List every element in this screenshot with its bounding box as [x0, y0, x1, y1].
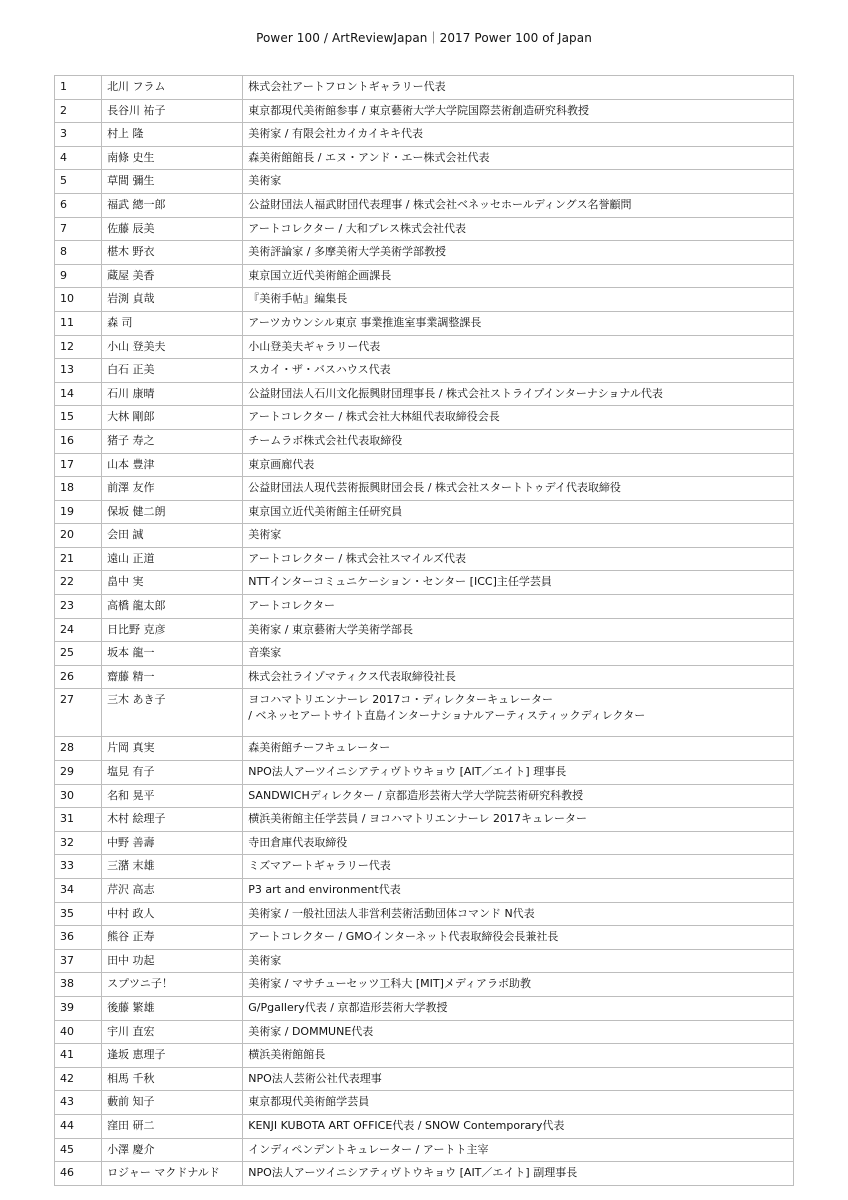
rank-cell: 35: [55, 902, 102, 926]
role-cell: NPO法人芸術公社代表理事: [243, 1067, 794, 1091]
name-cell: 高橋 龍太郎: [102, 595, 243, 619]
table-row: [55, 170, 794, 194]
rank-cell: 33: [55, 855, 102, 879]
rank-cell: 27: [55, 689, 102, 737]
table-row: [55, 500, 794, 524]
role-cell: SANDWICHディレクター / 京都造形芸術大学大学院芸術研究科教授: [243, 784, 794, 808]
name-cell: 蔵屋 美香: [102, 264, 243, 288]
rank-cell: 23: [55, 595, 102, 619]
name-cell: 石川 康晴: [102, 382, 243, 406]
role-cell: 東京画廊代表: [243, 453, 794, 477]
role-cell: 公益財団法人石川文化振興財団理事長 / 株式会社ストライプインターナショナル代表: [243, 382, 794, 406]
role-cell: 美術家: [243, 949, 794, 973]
name-cell: 長谷川 祐子: [102, 99, 243, 123]
name-cell: 山本 豊津: [102, 453, 243, 477]
name-cell: 藪前 知子: [102, 1091, 243, 1115]
rank-cell: 9: [55, 264, 102, 288]
name-cell: 中野 善壽: [102, 831, 243, 855]
table-row: [55, 784, 794, 808]
rank-cell: 20: [55, 524, 102, 548]
name-cell: 名和 晃平: [102, 784, 243, 808]
name-cell: 田中 功起: [102, 949, 243, 973]
name-cell: 三潴 末雄: [102, 855, 243, 879]
rank-cell: 38: [55, 973, 102, 997]
name-cell: 窪田 研二: [102, 1114, 243, 1138]
role-cell: 東京都現代美術館学芸員: [243, 1091, 794, 1115]
rank-cell: 44: [55, 1114, 102, 1138]
name-cell: 塩見 有子: [102, 761, 243, 785]
table-row: [55, 453, 794, 477]
name-cell: 大林 剛郎: [102, 406, 243, 430]
name-cell: 畠中 実: [102, 571, 243, 595]
table-row: [55, 1138, 794, 1162]
rank-cell: 37: [55, 949, 102, 973]
table-row: [55, 99, 794, 123]
rank-cell: 11: [55, 311, 102, 335]
table-row: [55, 1044, 794, 1068]
power-100-table: [54, 75, 794, 1186]
name-cell: 南條 史生: [102, 146, 243, 170]
name-cell: 会田 誠: [102, 524, 243, 548]
rank-cell: 25: [55, 642, 102, 666]
role-cell: 株式会社アートフロントギャラリー代表: [243, 76, 794, 100]
name-cell: 小山 登美夫: [102, 335, 243, 359]
name-cell: 中村 政人: [102, 902, 243, 926]
role-cell: 東京国立近代美術館企画課長: [243, 264, 794, 288]
name-cell: 村上 隆: [102, 123, 243, 147]
table-row: [55, 571, 794, 595]
name-cell: 後藤 繁雄: [102, 996, 243, 1020]
name-cell: 保坂 健二朗: [102, 500, 243, 524]
role-cell: 東京都現代美術館参事 / 東京藝術大学大学院国際芸術創造研究科教授: [243, 99, 794, 123]
role-cell: KENJI KUBOTA ART OFFICE代表 / SNOW Contemporary代表: [243, 1114, 794, 1138]
rank-cell: 17: [55, 453, 102, 477]
name-cell: 片岡 真実: [102, 737, 243, 761]
role-cell: 美術家 / DOMMUNE代表: [243, 1020, 794, 1044]
table-row: [55, 1091, 794, 1115]
page-title: Power 100 / ArtReviewJapan｜2017 Power 100 of Japan: [256, 31, 592, 45]
rank-cell: 4: [55, 146, 102, 170]
role-cell: 美術家: [243, 524, 794, 548]
role-cell: NTTインターコミュニケーション・センター [ICC]主任学芸員: [243, 571, 794, 595]
role-cell: G/Pgallery代表 / 京都造形芸術大学教授: [243, 996, 794, 1020]
role-cell: アートコレクター: [243, 595, 794, 619]
name-cell: 小澤 慶介: [102, 1138, 243, 1162]
role-cell: 『美術手帖』編集長: [243, 288, 794, 312]
role-cell: 株式会社ライゾマティクス代表取締役社長: [243, 665, 794, 689]
rank-cell: 12: [55, 335, 102, 359]
name-cell: 芹沢 高志: [102, 879, 243, 903]
name-cell: 岩渕 貞哉: [102, 288, 243, 312]
table-row: [55, 1020, 794, 1044]
table-row: [55, 241, 794, 265]
table-row: [55, 831, 794, 855]
rank-cell: 36: [55, 926, 102, 950]
name-cell: スプツニ子！: [102, 973, 243, 997]
rank-cell: 18: [55, 477, 102, 501]
table-row: [55, 264, 794, 288]
name-cell: 相馬 千秋: [102, 1067, 243, 1091]
table-row: [55, 1162, 794, 1186]
rank-cell: 19: [55, 500, 102, 524]
role-cell: 美術家 / 一般社団法人非営利芸術活動団体コマンド N代表: [243, 902, 794, 926]
rank-cell: 21: [55, 547, 102, 571]
rank-cell: 30: [55, 784, 102, 808]
name-cell: 遠山 正道: [102, 547, 243, 571]
name-cell: 森 司: [102, 311, 243, 335]
rank-cell: 1: [55, 76, 102, 100]
table-row: [55, 855, 794, 879]
table-row: [55, 642, 794, 666]
table-row: [55, 1114, 794, 1138]
role-cell: 美術家: [243, 170, 794, 194]
table-row: [55, 193, 794, 217]
name-cell: 草間 彌生: [102, 170, 243, 194]
table-row: [55, 949, 794, 973]
table-row: [55, 926, 794, 950]
name-cell: 北川 フラム: [102, 76, 243, 100]
rank-cell: 15: [55, 406, 102, 430]
rank-cell: 13: [55, 359, 102, 383]
rank-cell: 6: [55, 193, 102, 217]
table-body: [55, 76, 794, 1186]
table-row: [55, 996, 794, 1020]
table-row: [55, 123, 794, 147]
rank-cell: 7: [55, 217, 102, 241]
table-row: [55, 547, 794, 571]
rank-cell: 16: [55, 429, 102, 453]
table-row: [55, 288, 794, 312]
name-cell: 前澤 友作: [102, 477, 243, 501]
name-cell: ロジャー マクドナルド: [102, 1162, 243, 1186]
table-row: [55, 359, 794, 383]
role-cell: NPO法人アーツイニシアティヴトウキョウ [AIT／エイト] 副理事長: [243, 1162, 794, 1186]
role-cell: 公益財団法人現代芸術振興財団会長 / 株式会社スタートトゥデイ代表取締役: [243, 477, 794, 501]
role-line: / ベネッセアートサイト直島インターナショナルアーティスティックディレクター: [248, 709, 646, 723]
rank-cell: 46: [55, 1162, 102, 1186]
name-cell: 逢坂 恵理子: [102, 1044, 243, 1068]
role-cell: ミズマアートギャラリー代表: [243, 855, 794, 879]
rank-cell: 45: [55, 1138, 102, 1162]
table-row: [55, 618, 794, 642]
table-row: [55, 665, 794, 689]
table-row: [55, 524, 794, 548]
name-cell: 宇川 直宏: [102, 1020, 243, 1044]
role-cell: 公益財団法人福武財団代表理事 / 株式会社ベネッセホールディングス名誉顧問: [243, 193, 794, 217]
rank-cell: 39: [55, 996, 102, 1020]
table-row: [55, 808, 794, 832]
role-cell: アートコレクター / 株式会社大林組代表取締役会長: [243, 406, 794, 430]
name-cell: 坂本 龍一: [102, 642, 243, 666]
rank-cell: 8: [55, 241, 102, 265]
rank-cell: 29: [55, 761, 102, 785]
table-row: [55, 311, 794, 335]
role-cell: [243, 689, 794, 737]
role-cell: 美術家 / マサチューセッツ工科大 [MIT]メディアラボ助教: [243, 973, 794, 997]
name-cell: 三木 あき子: [102, 689, 243, 737]
role-cell: 横浜美術館主任学芸員 / ヨコハマトリエンナーレ 2017キュレーター: [243, 808, 794, 832]
rank-cell: 10: [55, 288, 102, 312]
name-cell: 日比野 克彦: [102, 618, 243, 642]
rank-cell: 41: [55, 1044, 102, 1068]
table-row: [55, 146, 794, 170]
role-cell: スカイ・ザ・バスハウス代表: [243, 359, 794, 383]
rank-cell: 42: [55, 1067, 102, 1091]
role-cell: P3 art and environment代表: [243, 879, 794, 903]
rank-cell: 22: [55, 571, 102, 595]
role-cell: 横浜美術館館長: [243, 1044, 794, 1068]
role-cell: 森美術館館長 / エヌ・アンド・エー株式会社代表: [243, 146, 794, 170]
role-cell: アートコレクター / 大和プレス株式会社代表: [243, 217, 794, 241]
role-cell: チームラボ株式会社代表取締役: [243, 429, 794, 453]
table-row: [55, 217, 794, 241]
rank-cell: 24: [55, 618, 102, 642]
role-cell: アーツカウンシル東京 事業推進室事業調整課長: [243, 311, 794, 335]
role-cell: 美術評論家 / 多摩美術大学美術学部教授: [243, 241, 794, 265]
table-row: [55, 761, 794, 785]
role-cell: 東京国立近代美術館主任研究員: [243, 500, 794, 524]
role-cell: NPO法人アーツイニシアティヴトウキョウ [AIT／エイト] 理事長: [243, 761, 794, 785]
rank-cell: 3: [55, 123, 102, 147]
table-row: [55, 879, 794, 903]
role-cell: 美術家 / 東京藝術大学美術学部長: [243, 618, 794, 642]
rank-cell: 43: [55, 1091, 102, 1115]
rank-cell: 5: [55, 170, 102, 194]
role-cell: インディペンデントキュレーター / アートト主宰: [243, 1138, 794, 1162]
table-row: [55, 1067, 794, 1091]
table-row: [55, 76, 794, 100]
name-cell: 木村 絵理子: [102, 808, 243, 832]
role-cell: 美術家 / 有限会社カイカイキキ代表: [243, 123, 794, 147]
rank-cell: 28: [55, 737, 102, 761]
table-row: [55, 382, 794, 406]
table-row: [55, 902, 794, 926]
name-cell: 福武 總一郎: [102, 193, 243, 217]
role-cell: アートコレクター / GMOインターネット代表取締役会長兼社長: [243, 926, 794, 950]
table-row: [55, 429, 794, 453]
name-cell: 白石 正美: [102, 359, 243, 383]
role-cell: 音楽家: [243, 642, 794, 666]
role-line: ヨコハマトリエンナーレ 2017コ・ディレクターキュレーター: [248, 693, 553, 707]
name-cell: 椹木 野衣: [102, 241, 243, 265]
rank-cell: 14: [55, 382, 102, 406]
table-row: [55, 335, 794, 359]
table-row: [55, 689, 794, 737]
role-cell: 小山登美夫ギャラリー代表: [243, 335, 794, 359]
table-row: [55, 477, 794, 501]
role-cell: 寺田倉庫代表取締役: [243, 831, 794, 855]
table-row: [55, 737, 794, 761]
table-row: [55, 595, 794, 619]
rank-cell: 31: [55, 808, 102, 832]
rank-cell: 2: [55, 99, 102, 123]
name-cell: 熊谷 正寿: [102, 926, 243, 950]
role-cell: アートコレクター / 株式会社スマイルズ代表: [243, 547, 794, 571]
name-cell: 佐藤 辰美: [102, 217, 243, 241]
name-cell: 齋藤 精一: [102, 665, 243, 689]
table-row: [55, 973, 794, 997]
role-cell: 森美術館チーフキュレーター: [243, 737, 794, 761]
rank-cell: 26: [55, 665, 102, 689]
rank-cell: 34: [55, 879, 102, 903]
rank-cell: 40: [55, 1020, 102, 1044]
name-cell: 猪子 寿之: [102, 429, 243, 453]
table-row: [55, 406, 794, 430]
rank-cell: 32: [55, 831, 102, 855]
